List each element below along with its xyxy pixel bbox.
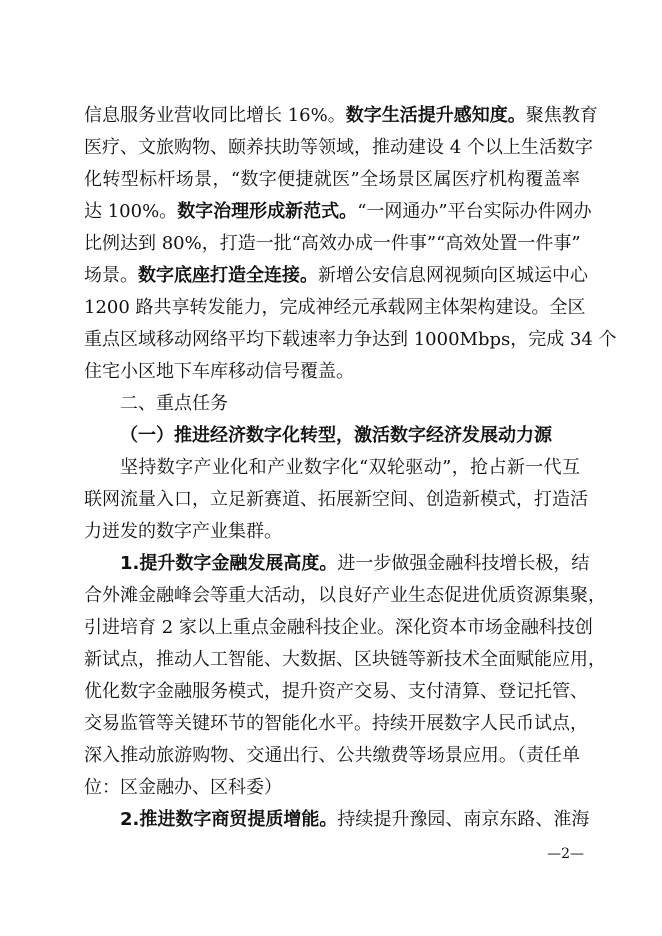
paragraph-line: 优化数字金融服务模式，提升资产交易、支付清算、登记托管、	[84, 681, 588, 702]
bold-text-run: 数字底座打造全连接。	[138, 265, 318, 286]
paragraph-line	[84, 260, 588, 292]
paragraph-line: 合外滩金融峰会等重大活动，以良好产业生态促进优质资源集聚，	[84, 585, 606, 606]
paragraph-line: 交易监管等关键环节的智能化水平。持续开展数字人民币试点，	[84, 713, 588, 734]
paragraph-line: 联网流量入口，立足新赛道、拓展新空间、创造新模式，打造活	[84, 489, 588, 510]
paragraph-line	[84, 100, 598, 132]
text-run: 场景。	[84, 265, 138, 286]
bold-text-run: 2.推进数字商贸提质增能。	[120, 809, 338, 830]
paragraph-line	[120, 804, 590, 836]
paragraph-line: 化转型标杆场景，“数字便捷就医”全场景区属医疗机构覆盖率	[84, 169, 580, 190]
paragraph-line: 住宅小区地下车库移动信号覆盖。	[84, 361, 354, 382]
paragraph-line: 比例达到 80%，打造一批“高效办成一件事”“高效处置一件事”	[84, 233, 581, 254]
bold-text-run: 数字生活提升感知度。	[345, 105, 526, 126]
paragraph-line: 医疗、文旅购物、颐养扶助等领域，推动建设 4 个以上生活数字	[84, 137, 593, 158]
page-number: —2—	[547, 846, 584, 862]
paragraph-line: 新试点，推动人工智能、大数据、区块链等新技术全面赋能应用，	[84, 649, 606, 670]
text-run: “一网通办”平台实际办件网办	[357, 201, 592, 222]
paragraph-line: 力迸发的数字产业集群。	[84, 521, 282, 542]
text-run: 聚焦教育	[525, 105, 598, 126]
paragraph-line: 位：区金融办、区科委）	[84, 777, 282, 798]
paragraph-line	[84, 196, 592, 228]
paragraph-line: 重点区域移动网络平均下载速率力争达到 1000Mbps，完成 34 个	[84, 329, 617, 350]
bold-text-run: 数字治理形成新范式。	[177, 201, 358, 222]
paragraph-line: 深入推动旅游购物、交通出行、公共缴费等场景应用。（责任单	[84, 745, 580, 766]
bold-text-run: 1.提升数字金融发展高度。	[120, 553, 338, 574]
text-run: 进一步做强金融科技增长极，结	[337, 553, 590, 574]
section-heading: 二、重点任务	[120, 393, 228, 414]
text-run: 新增公安信息网视频向区城运中心	[318, 265, 588, 286]
paragraph-line: 1200 路共享转发能力，完成神经元承载网主体架构建设。全区	[84, 297, 586, 318]
paragraph-line: 坚持数字产业化和产业数字化“双轮驱动”，抢占新一代互	[120, 457, 580, 478]
text-run: 信息服务业营收同比增长 16%。	[84, 105, 346, 126]
paragraph-line: 引进培育 2 家以上重点金融科技企业。深化资本市场金融科技创	[84, 617, 593, 638]
text-run: 达 100%。	[84, 201, 178, 222]
text-run: 持续提升豫园、南京东路、淮海	[337, 809, 590, 830]
subsection-heading: （一）推进经济数字化转型，激活数字经济发展动力源	[120, 425, 552, 446]
paragraph-line	[120, 548, 590, 580]
